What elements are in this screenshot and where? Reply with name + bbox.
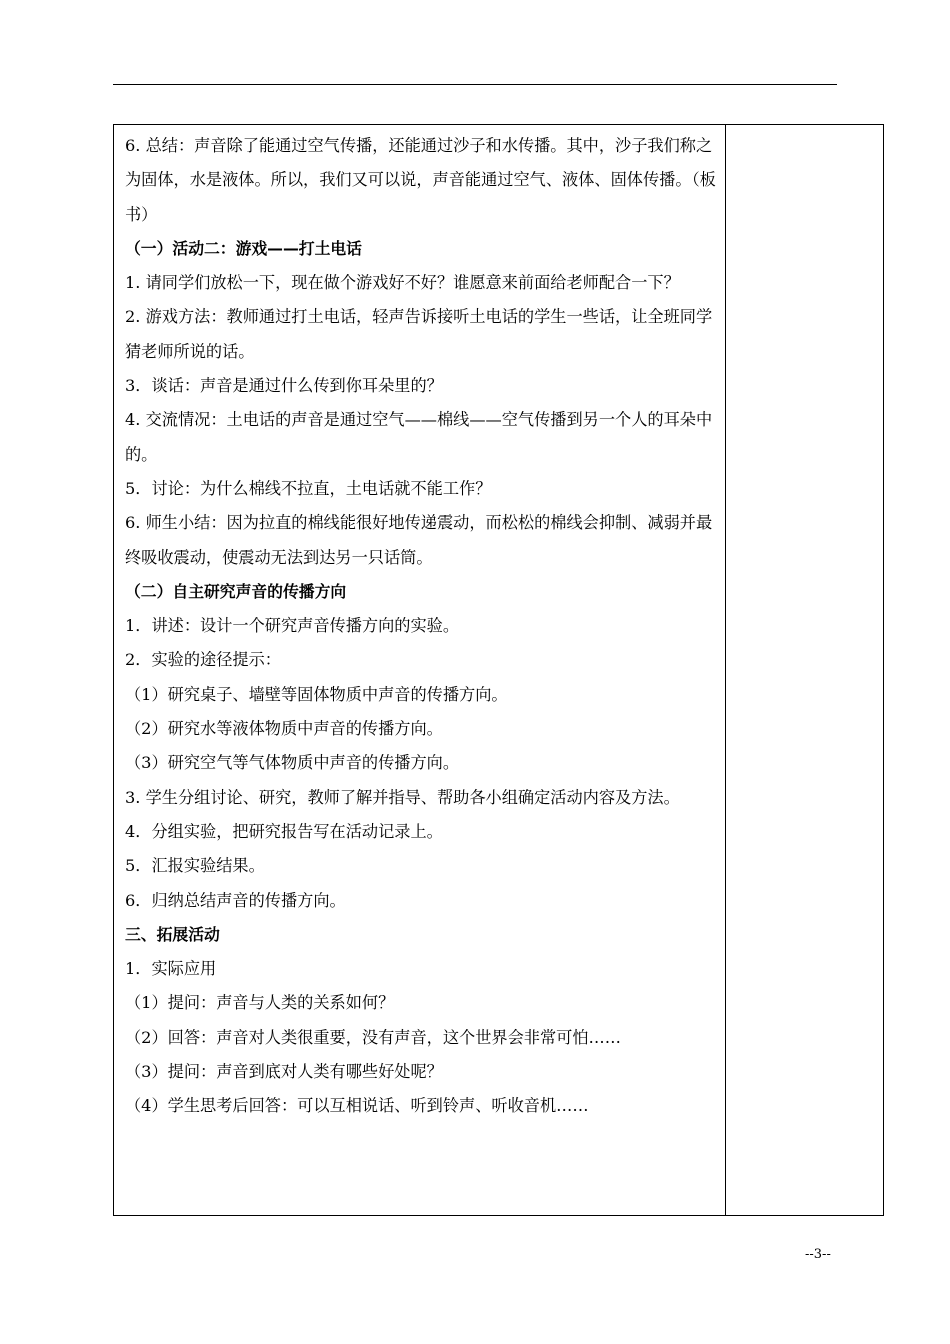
paragraph-step-1: 1. 请同学们放松一下，现在做个游戏好不好？谁愿意来前面给老师配合一下？	[125, 273, 680, 293]
column-divider	[725, 125, 726, 1215]
paragraph-step-6: 6. 师生小结：因为拉直的棉线能很好地传递震动，而松松的棉线会抑制、减弱并最终吸收震动，使震动无法到达另一只话筒。	[125, 513, 713, 567]
paragraph-study-2-3: （3）研究空气等气体物质中声音的传播方向。	[125, 753, 460, 773]
paragraph-summary-6: 6. 总结：声音除了能通过空气传播，还能通过沙子和水传播。其中，沙子我们称之为固体，水是液体。所以，我们又可以说，声音能通过空气、液体、固体传播。（板书）	[125, 136, 716, 224]
paragraph-study-2: 2．实验的途径提示：	[125, 650, 281, 670]
paragraph-study-2-2: （2）研究水等液体物质中声音的传播方向。	[125, 719, 443, 739]
paragraph-step-2: 2. 游戏方法：教师通过打土电话，轻声告诉接听土电话的学生一些话，让全班同学猜老师所说的话。	[125, 307, 713, 361]
lesson-content	[125, 129, 721, 1124]
paragraph-step-4: 4. 交流情况：土电话的声音是通过空气——棉线——空气传播到另一个人的耳朵中的。	[125, 410, 713, 464]
paragraph-study-3: 3. 学生分组讨论、研究，教师了解并指导、帮助各小组确定活动内容及方法。	[125, 787, 680, 807]
paragraph-step-3: 3．谈话：声音是通过什么传到你耳朵里的？	[125, 376, 443, 396]
paragraph-study-6: 6．归纳总结声音的传播方向。	[125, 890, 346, 910]
paragraph-ext-1-3: （3）提问：声音到底对人类有哪些好处呢？	[125, 1062, 443, 1082]
paragraph-ext-1-2: （2）回答：声音对人类很重要，没有声音，这个世界会非常可怕……	[125, 1027, 621, 1047]
paragraph-study-4: 4．分组实验，把研究报告写在活动记录上。	[125, 821, 443, 841]
lesson-table	[113, 124, 884, 1216]
paragraph-ext-1: 1．实际应用	[125, 959, 217, 979]
paragraph-ext-1-1: （1）提问：声音与人类的关系如何？	[125, 993, 395, 1013]
paragraph-ext-1-4: （4）学生思考后回答：可以互相说话、听到铃声、听收音机……	[125, 1096, 589, 1116]
header-rule	[113, 84, 837, 85]
page-number: --3--	[805, 1247, 831, 1262]
heading-extension: 三、拓展活动	[125, 924, 220, 944]
paragraph-step-5: 5．讨论：为什么棉线不拉直，土电话就不能工作？	[125, 478, 492, 498]
heading-activity-two: （一）活动二：游戏——打土电话	[125, 238, 362, 258]
heading-self-study: （二）自主研究声音的传播方向	[125, 581, 347, 601]
paragraph-study-1: 1．讲述：设计一个研究声音传播方向的实验。	[125, 616, 460, 636]
paragraph-study-2-1: （1）研究桌子、墙壁等固体物质中声音的传播方向。	[125, 684, 508, 704]
paragraph-study-5: 5．汇报实验结果。	[125, 856, 265, 876]
